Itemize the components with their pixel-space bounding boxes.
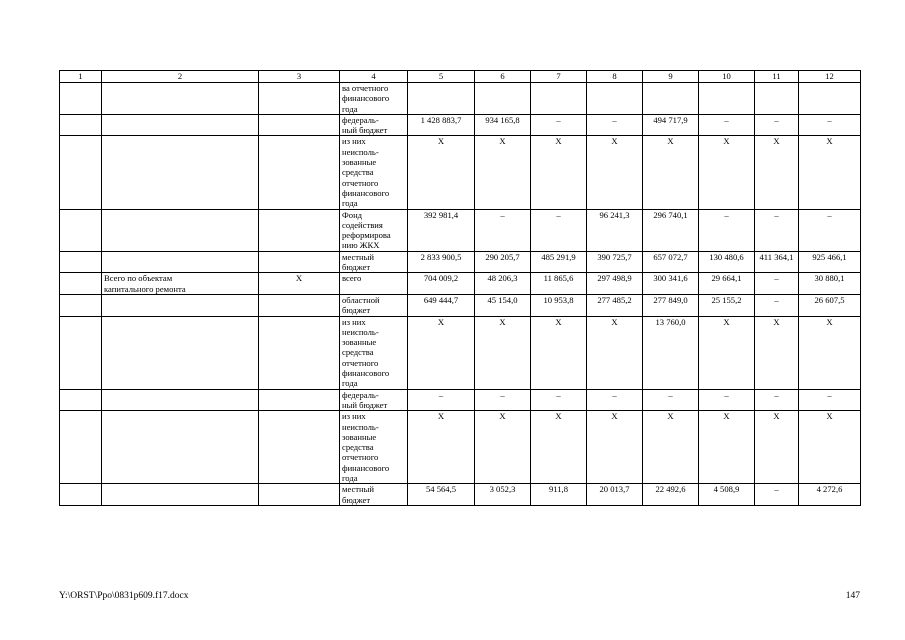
source-label-cell [340, 294, 408, 316]
header-cell: 6 [475, 71, 531, 83]
value-cell: – [531, 389, 587, 411]
value-cell: 704 009,2 [408, 273, 475, 295]
object-name-cell [102, 411, 259, 484]
object-name-cell [102, 294, 259, 316]
mark-cell [259, 114, 340, 136]
value-cell: Х [587, 411, 643, 484]
value-cell: 411 364,1 [755, 251, 799, 273]
source-label-line: ный бюджет [342, 125, 388, 136]
value-cell: 45 154,0 [475, 294, 531, 316]
source-label-line: отчетного [342, 357, 379, 368]
table-row [60, 136, 861, 209]
value-cell: Х [408, 136, 475, 209]
source-label-line: финансового [342, 462, 390, 473]
value-cell [699, 83, 755, 115]
value-cell: 277 849,0 [643, 294, 699, 316]
source-label-line: бюджет [342, 305, 371, 316]
value-cell: 1 428 883,7 [408, 114, 475, 136]
source-label-cell [340, 209, 408, 251]
mark-cell [259, 209, 340, 251]
source-label-line: ва отчетного [342, 83, 389, 93]
source-label-line: Фонд [342, 209, 363, 220]
value-cell: – [799, 209, 861, 251]
source-label-line: года [342, 103, 358, 114]
source-label-line: бюджет [342, 262, 371, 273]
value-cell: Х [408, 411, 475, 484]
value-cell [475, 83, 531, 115]
value-cell [755, 83, 799, 115]
source-label-line: местный [342, 484, 375, 495]
value-cell [799, 83, 861, 115]
value-cell: Х [699, 316, 755, 389]
value-cell: – [755, 484, 799, 506]
header-cell: 9 [643, 71, 699, 83]
value-cell: 392 981,4 [408, 209, 475, 251]
source-label-line: года [342, 472, 358, 483]
value-cell: Х [587, 136, 643, 209]
source-label-line: средства [342, 167, 374, 178]
value-cell: 649 444,7 [408, 294, 475, 316]
value-cell: 13 760,0 [643, 316, 699, 389]
value-cell [587, 83, 643, 115]
value-cell: 20 013,7 [587, 484, 643, 506]
header-row [60, 71, 861, 83]
value-cell: 54 564,5 [408, 484, 475, 506]
value-cell: – [755, 389, 799, 411]
cell-col1 [60, 316, 102, 389]
value-cell: 934 165,8 [475, 114, 531, 136]
value-cell: 11 865,6 [531, 273, 587, 295]
source-label-line: отчетного [342, 452, 379, 463]
header-cell: 1 [60, 71, 102, 83]
value-cell: 29 664,1 [699, 273, 755, 295]
value-cell: – [475, 209, 531, 251]
value-cell: Х [799, 136, 861, 209]
source-label-cell [340, 411, 408, 484]
object-name-cell [102, 114, 259, 136]
mark-cell [259, 83, 340, 115]
value-cell: 911,8 [531, 484, 587, 506]
source-label-cell [340, 114, 408, 136]
source-label-line: зованные [342, 431, 377, 442]
table-row [60, 484, 861, 506]
value-cell: Х [799, 316, 861, 389]
cell-col1 [60, 209, 102, 251]
value-cell: 925 466,1 [799, 251, 861, 273]
header-cell: 8 [587, 71, 643, 83]
source-label-line: из них [342, 316, 366, 327]
source-label-line: финансового [342, 368, 390, 379]
value-cell: 485 291,9 [531, 251, 587, 273]
value-cell: 657 072,7 [643, 251, 699, 273]
object-name-cell [102, 389, 259, 411]
source-label-line: зованные [342, 337, 377, 348]
value-cell: – [587, 114, 643, 136]
cell-col1 [60, 411, 102, 484]
value-cell: 130 480,6 [699, 251, 755, 273]
value-cell: – [755, 294, 799, 316]
source-label-line: отчетного [342, 177, 379, 188]
mark-cell [259, 484, 340, 506]
source-label-line: реформирова [342, 230, 391, 241]
source-label-cell [340, 484, 408, 506]
mark-cell [259, 389, 340, 411]
header-cell: 4 [340, 71, 408, 83]
header-cell: 3 [259, 71, 340, 83]
cell-col1 [60, 294, 102, 316]
source-label-line: неисполь- [342, 421, 379, 432]
value-cell: 494 717,9 [643, 114, 699, 136]
header-cell: 5 [408, 71, 475, 83]
value-cell: 10 953,8 [531, 294, 587, 316]
cell-col1 [60, 136, 102, 209]
value-cell: Х [799, 411, 861, 484]
header-cell: 7 [531, 71, 587, 83]
object-name-cell [102, 83, 259, 115]
mark-cell [259, 316, 340, 389]
value-cell: – [475, 389, 531, 411]
value-cell: 2 833 900,5 [408, 251, 475, 273]
value-cell: Х [643, 136, 699, 209]
source-label-line: нию ЖКХ [342, 240, 380, 251]
object-name-cell [102, 484, 259, 506]
object-name-cell [102, 316, 259, 389]
cell-col1 [60, 83, 102, 115]
source-label-line: из них [342, 411, 366, 422]
table-row [60, 411, 861, 484]
table-row [60, 294, 861, 316]
source-label-cell [340, 389, 408, 411]
table-row [60, 251, 861, 273]
cell-col1 [60, 114, 102, 136]
source-label-cell [340, 136, 408, 209]
table-row [60, 389, 861, 411]
source-label-line: неисполь- [342, 326, 379, 337]
table-row [60, 83, 861, 115]
value-cell: 22 492,6 [643, 484, 699, 506]
mark-cell [259, 251, 340, 273]
value-cell [408, 83, 475, 115]
value-cell: – [699, 389, 755, 411]
source-label-line: средства [342, 347, 374, 358]
cell-col1 [60, 273, 102, 295]
source-label-line: федераль- [342, 114, 379, 125]
value-cell: 390 725,7 [587, 251, 643, 273]
budget-table [59, 70, 861, 506]
value-cell: – [755, 114, 799, 136]
value-cell: 277 485,2 [587, 294, 643, 316]
object-name-line: капитального ремонта [104, 283, 186, 294]
value-cell: – [799, 114, 861, 136]
value-cell [643, 83, 699, 115]
source-label-line: ный бюджет [342, 399, 388, 410]
source-label-line: финансового [342, 187, 390, 198]
value-cell: Х [755, 316, 799, 389]
object-name-cell [102, 136, 259, 209]
value-cell: 4 508,9 [699, 484, 755, 506]
table-body [60, 71, 861, 506]
source-label-line: финансового [342, 93, 390, 104]
cell-col1 [60, 484, 102, 506]
value-cell: 25 155,2 [699, 294, 755, 316]
value-cell: Х [408, 316, 475, 389]
source-label-line: областной [342, 294, 380, 305]
source-label-line: зованные [342, 157, 377, 168]
value-cell: Х [475, 411, 531, 484]
value-cell: Х [587, 316, 643, 389]
cell-col1 [60, 389, 102, 411]
source-label-line: бюджет [342, 494, 371, 505]
header-cell: 2 [102, 71, 259, 83]
table-row [60, 114, 861, 136]
source-label-line: содействия [342, 219, 383, 230]
footer-file-path: Y:\ORST\Ppo\0831p609.f17.docx [59, 591, 189, 601]
mark-cell: Х [259, 273, 340, 295]
header-cell: 12 [799, 71, 861, 83]
value-cell: Х [755, 136, 799, 209]
footer-page-number: 147 [845, 591, 860, 601]
value-cell: – [531, 114, 587, 136]
mark-cell [259, 136, 340, 209]
value-cell: Х [699, 411, 755, 484]
value-cell: 297 498,9 [587, 273, 643, 295]
source-label-cell [340, 273, 408, 295]
value-cell: Х [531, 136, 587, 209]
value-cell: 96 241,3 [587, 209, 643, 251]
value-cell: Х [475, 136, 531, 209]
source-label-line: всего [342, 273, 362, 284]
source-label-line: неисполь- [342, 146, 379, 157]
object-name-cell [102, 273, 259, 295]
mark-cell [259, 411, 340, 484]
header-cell: 11 [755, 71, 799, 83]
value-cell: 48 206,3 [475, 273, 531, 295]
value-cell: Х [643, 411, 699, 484]
value-cell: – [755, 273, 799, 295]
source-label-cell [340, 83, 408, 115]
value-cell: 4 272,6 [799, 484, 861, 506]
source-label-line: средства [342, 442, 374, 453]
source-label-cell [340, 251, 408, 273]
value-cell: 3 052,3 [475, 484, 531, 506]
value-cell: Х [699, 136, 755, 209]
source-label-line: года [342, 378, 358, 389]
value-cell: – [755, 209, 799, 251]
table-row [60, 273, 861, 295]
source-label-line: федераль- [342, 389, 379, 400]
value-cell: – [643, 389, 699, 411]
value-cell: 30 880,1 [799, 273, 861, 295]
value-cell: – [408, 389, 475, 411]
source-label-cell [340, 316, 408, 389]
source-label-line: года [342, 198, 358, 209]
value-cell: – [531, 209, 587, 251]
value-cell: – [799, 389, 861, 411]
object-name-line: Всего по объектам [104, 273, 173, 284]
object-name-cell [102, 209, 259, 251]
value-cell: Х [475, 316, 531, 389]
value-cell: 296 740,1 [643, 209, 699, 251]
header-cell: 10 [699, 71, 755, 83]
mark-cell [259, 294, 340, 316]
cell-col1 [60, 251, 102, 273]
value-cell [531, 83, 587, 115]
table-row [60, 209, 861, 251]
value-cell: – [587, 389, 643, 411]
source-label-line: местный [342, 251, 375, 262]
table-row [60, 316, 861, 389]
value-cell: – [699, 209, 755, 251]
value-cell: 300 341,6 [643, 273, 699, 295]
value-cell: Х [755, 411, 799, 484]
value-cell: – [699, 114, 755, 136]
source-label-line: из них [342, 136, 366, 147]
value-cell: 26 607,5 [799, 294, 861, 316]
value-cell: Х [531, 316, 587, 389]
object-name-cell [102, 251, 259, 273]
value-cell: 290 205,7 [475, 251, 531, 273]
value-cell: Х [531, 411, 587, 484]
